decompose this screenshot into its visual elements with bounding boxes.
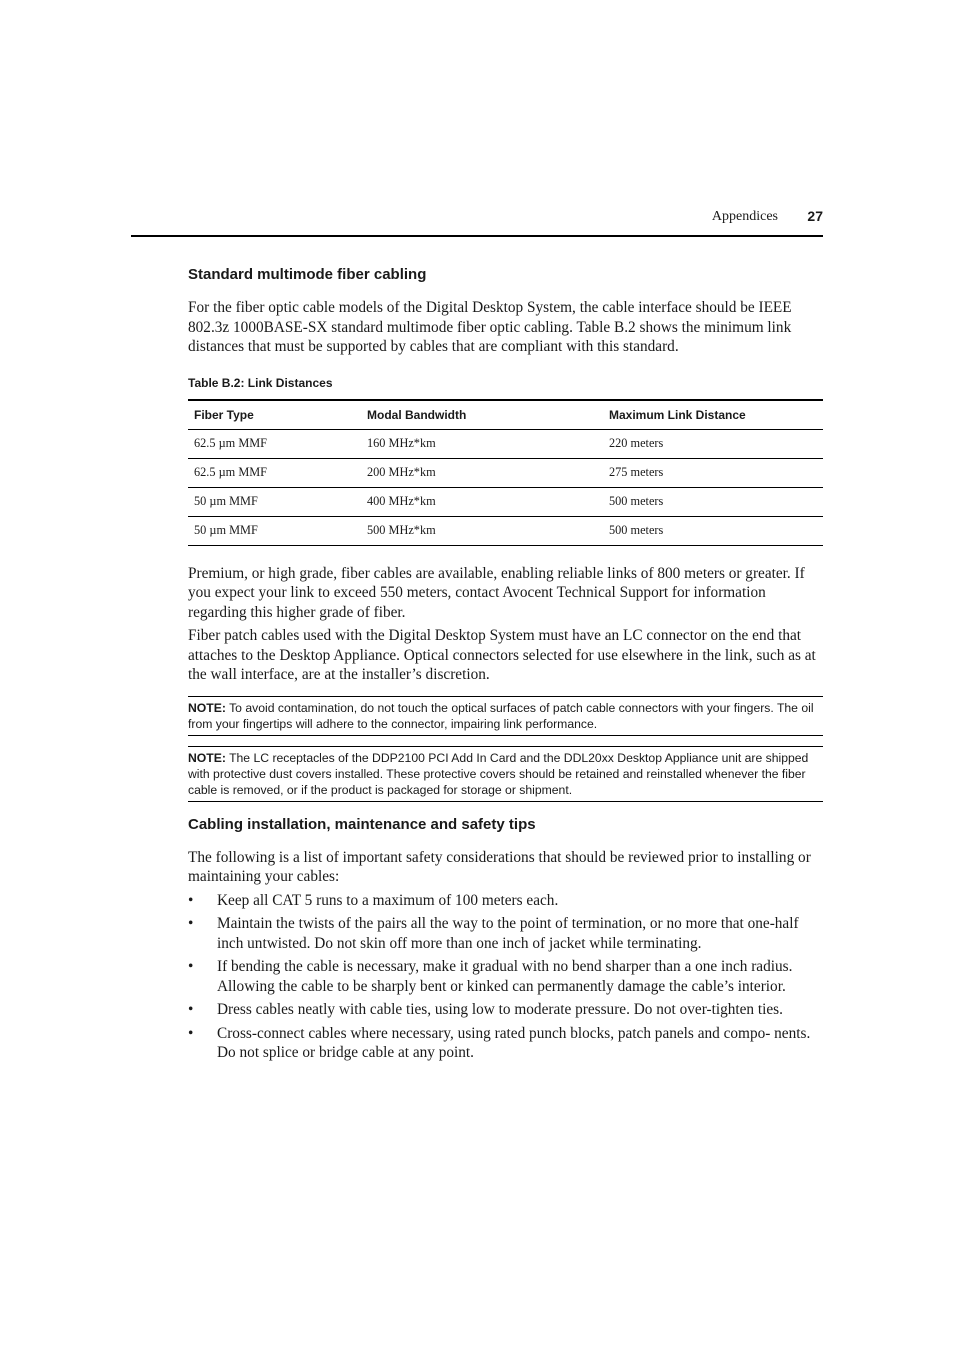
list-item-text: Maintain the twists of the pairs all the way to the point of termination, or no more that one-half inch untwisted. Do not skin off more than one inch of jacket while terminating.: [217, 915, 799, 952]
table-caption: Table B.2: Link Distances: [188, 375, 333, 390]
list-item-text: Cross-connect cables where necessary, using rated punch blocks, patch panels and compo- nents. Do not splice or bridge cable at any point.: [217, 1024, 811, 1061]
table-row: [188, 487, 823, 516]
section-intro-paragraph: For the fiber optic cable models of the Digital Desktop System, the cable interface should be IEEE 802.3z 1000BASE-SX standard multimode fiber optic cabling. Table B.2 shows the minimum link distances that must be supported by cables that are compliant with this standard.: [188, 299, 792, 355]
table-cell: 62.5 µm MMF: [188, 458, 361, 487]
table-cell: 50 µm MMF: [188, 487, 361, 516]
table-cell: 160 MHz*km: [361, 429, 603, 458]
header-section-title: Appendices: [711, 209, 778, 224]
note-text: The LC receptacles of the DDP2100 PCI Add In Card and the DDL20xx Desktop Appliance unit are shipped with protective dust covers installed. These protective covers should be retained and reinstalled whenever the fiber cable is removed, or if the product is packaged for storage or shipment.: [188, 750, 809, 797]
safety-intro-paragraph: The following is a list of important safety considerations that should be reviewed prior to installing or maintaining your cables:: [188, 848, 811, 885]
table-row: [188, 516, 823, 545]
bullet-icon: •: [188, 915, 194, 932]
table-cell: 275 meters: [603, 458, 823, 487]
list-item: [188, 957, 823, 996]
note-label: NOTE:: [188, 700, 226, 715]
note-dust-covers: [188, 746, 823, 802]
page-header: [131, 207, 823, 229]
premium-cable-paragraph: Premium, or high grade, fiber cables are available, enabling reliable links of 800 meters or greater. If you expect your link to exceed 550 meters, contact Avocent Technical Support for information regarding this higher grade of fiber.: [188, 564, 805, 621]
page-number: 27: [807, 208, 823, 224]
table-cell: 500 MHz*km: [361, 516, 603, 545]
header-rule: [131, 235, 823, 237]
column-header: Modal Bandwidth: [361, 400, 603, 430]
table-header-row: [188, 400, 823, 430]
note-contamination: [188, 696, 823, 736]
link-distances-table: [188, 399, 823, 546]
list-item-text: If bending the cable is necessary, make it gradual with no bend sharper than a one inch radius. Allowing the cable to be sharply bent or kinked can permanently damage the cable’s interior.: [217, 958, 793, 995]
page-content: [188, 264, 823, 1067]
bullet-icon: •: [188, 1001, 194, 1018]
table-cell: 200 MHz*km: [361, 458, 603, 487]
section-heading-safety: Cabling installation, maintenance and safety tips: [188, 815, 536, 833]
table-cell: 220 meters: [603, 429, 823, 458]
list-item: [188, 914, 823, 953]
list-item-text: Keep all CAT 5 runs to a maximum of 100 meters each.: [217, 891, 559, 909]
table-cell: 500 meters: [603, 516, 823, 545]
table-row: [188, 458, 823, 487]
table-cell: 50 µm MMF: [188, 516, 361, 545]
list-item: [188, 891, 823, 911]
table-cell: 62.5 µm MMF: [188, 429, 361, 458]
list-item: [188, 1000, 823, 1020]
bullet-icon: •: [188, 891, 194, 909]
note-text: To avoid contamination, do not touch the optical surfaces of patch cable connectors with your fingers. The oil from your fingertips will adhere to the connector, impairing link performance.: [188, 700, 814, 731]
column-header: Fiber Type: [188, 400, 361, 430]
safety-tips-list: [188, 891, 823, 1063]
bullet-icon: •: [188, 958, 194, 975]
list-item: [188, 1024, 823, 1063]
bullet-icon: •: [188, 1024, 194, 1042]
table-cell: 400 MHz*km: [361, 487, 603, 516]
list-item-text: Dress cables neatly with cable ties, using low to moderate pressure. Do not over-tighten ties.: [217, 1001, 783, 1018]
column-header: Maximum Link Distance: [603, 400, 823, 430]
table-row: [188, 429, 823, 458]
patch-cable-paragraph: Fiber patch cables used with the Digital Desktop System must have an LC connector on the end that attaches to the Desktop Appliance. Optical connectors selected for use elsewhere in the link, such as at the wall interface, are at the installer’s discretion.: [188, 627, 816, 683]
table-cell: 500 meters: [603, 487, 823, 516]
section-heading-multimode: Standard multimode fiber cabling: [188, 266, 427, 283]
note-label: NOTE:: [188, 750, 226, 765]
